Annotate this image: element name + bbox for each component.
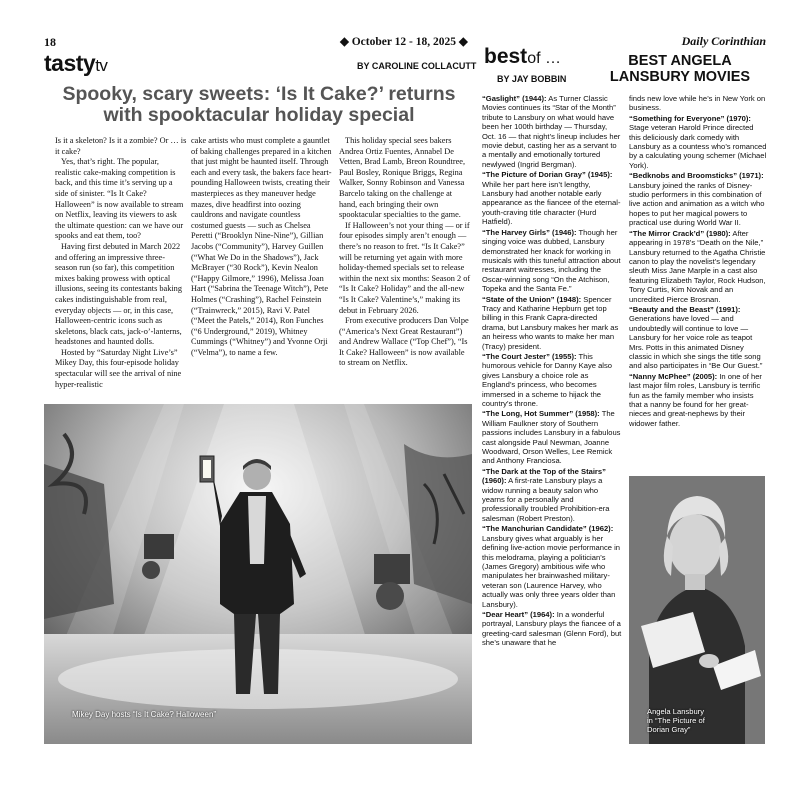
movie-entry <box>482 94 622 169</box>
halloween-host-photo <box>44 404 472 744</box>
movie-blurb: In one of her last major film roles, Lansbury is terrific fun as the family member who insists that a nanny be found for her great-nieces and great-nephews by their widower father. <box>629 371 762 428</box>
movie-blurb: Though her singing voice was dubbed, Lansbury demonstrated her knack for working in musicals with this tuneful attraction about restaurant waitresses, including the Oscar-winning song “On the Atchison, Topeka and the Santa Fe.” <box>482 227 621 294</box>
movie-title: “The Court Jester” (1955): <box>482 351 577 361</box>
movie-entry-continued: finds new love while he’s in New York on business. <box>629 94 766 113</box>
movie-title: “State of the Union” (1948): <box>482 294 582 304</box>
movie-entry <box>482 228 622 294</box>
movie-entry <box>482 409 622 465</box>
movie-title: “The Mirror Crack’d” (1980): <box>629 228 731 238</box>
photo-illustration <box>44 404 472 744</box>
movie-entry <box>629 229 767 304</box>
movie-entry <box>629 372 767 428</box>
sidebar-byline: BY JAY BOBBIN <box>497 74 567 84</box>
paragraph: Is it a skeleton? Is it a zombie? Or … is it cake? <box>55 136 187 156</box>
movie-entry <box>629 114 767 170</box>
movie-title: “The Long, Hot Summer” (1958): <box>482 409 600 419</box>
paragraph: This holiday special sees bakers Andrea Ortiz Fuentes, Annabel De Vetten, Brad Lamb, Breon Roundtree, Paul Bosley, Ronique Briggs, Regina Walker, Sonny Robinson and Vanessa Barcelo taking on the challenge at hand, each bringing their own spooktacular specialties to the game. <box>339 136 466 220</box>
movie-list-column-1 <box>482 94 622 649</box>
movie-title: “The Dark at the Top of the Stairs” (1960): <box>482 466 606 486</box>
paragraph: Having first debuted in March 2022 and offering an impressive three-season run (so far), this competition mixes baking prowess with optical illusions, seeing its contestants baking cakes indistinguishable from real, everyday objects — or, in this case, Halloween-centric icons such as skeletons, black cats, jack-o’-lanterns, headstones and haunted dolls. <box>55 241 182 347</box>
movie-blurb: In a wonderful portrayal, Lansbury plays the fiancee of a greeting-card salesman (Glenn Ford), but she’s unaware that he <box>482 609 622 648</box>
paragraph: From executive producers Dan Volpe (“America’s Next Great Restaurant”) and Andrew Wallace (“Top Chef”), “Is It Cake? Halloween” is now available to stream on Netflix. <box>339 316 469 368</box>
movie-title: “Bedknobs and Broomsticks” (1971): <box>629 171 764 181</box>
movie-blurb: A first-rate Lansbury plays a widow running a beauty salon who yearns for a personally and professionally troubled Prohibition-era salesman (Robert Preston). <box>482 476 610 523</box>
movie-title: “Something for Everyone” (1970): <box>629 113 751 123</box>
photo-caption: Mikey Day hosts “Is It Cake? Halloween” <box>72 710 217 719</box>
paragraph: Hosted by “Saturday Night Live’s” Mikey Day, this four-episode holiday spectacular will see the arrival of nine hyper-realistic <box>55 347 182 389</box>
movie-title: “The Harvey Girls” (1946): <box>482 227 577 237</box>
paragraph: cake artists who must complete a gauntlet of baking challenges prepared in a kitchen that just might be haunted itself. Through each and every task, the bakers face heart-pounding Halloween twists, creating their masterpieces as they maneuver hedge mazes, dive headfirst into oozing cauldrons and navigate countless costumed guests — such as Chelsea Peretti (“Brooklyn Nine-Nine”), Gillian Jacobs (“Community”), Harvey Guillen (“What We Do in the Shadows”), Jack McBrayer (“30 Rock”), Kevin Nealon (“Happy Gilmore,” 1996), Melissa Joan Hart (“Sabrina the Teenage Witch”), Pete Holmes (“Crashing”), Rachel Feinstein (“Trainwreck,” 2015), Ravi V. Patel (“Meet the Patels,” 2014), Ron Funches (“6 Underground,” 2019), Whitney Cummings (“Whitney”) and Yvonne Orji (“Velma”), to name a few. <box>191 136 332 357</box>
logo-light: tv <box>95 56 108 75</box>
sidebar-title: BEST ANGELA LANSBURY MOVIES <box>609 53 751 85</box>
movie-entry <box>482 610 622 648</box>
movie-blurb: While her part here isn’t lengthy, Lansbury had another notable early appearance as the fiancee of the eternal-youth-craving title character (Hurd Hatfield). <box>482 179 621 227</box>
paragraph: Yes, that’s right. The popular, realistic cake-making competition is back, and this time it’s serving up a side of sinister. “Is It Cake? Halloween” is now available to stream on Netflix, leaving its viewers to ask the ultimate question: can we have our spooks and eat them, too? <box>55 157 184 241</box>
movie-entry <box>629 305 767 371</box>
article-column-2 <box>191 136 333 358</box>
photo-illustration <box>629 476 765 744</box>
movie-entry <box>629 171 767 227</box>
bestof-logo <box>484 45 561 69</box>
article-column-1 <box>55 136 187 390</box>
movie-entry <box>482 295 622 351</box>
movie-blurb: As Turner Classic Movies continues its “Star of the Month” tribute to Lansbury on what would have been her 100th birthday — Thursday, Oct. 16 — that night’s lineup includes her movie debut, casting her as a servant to a mentally and emotionally tortured newlywed (Ingrid Bergman). <box>482 94 621 169</box>
logo-bold: best <box>484 45 528 68</box>
movie-entry <box>482 467 622 523</box>
newspaper-name: Daily Corinthian <box>681 34 766 48</box>
movie-entry <box>482 524 622 609</box>
movie-blurb: Lansbury gives what arguably is her defining live-action movie performance in this melodrama, playing a politician’s (James Gregory) ambitious wife who manipulates her brainwashed military-veteran son (Laurence Harvey, who actually was only three years older than Lansbury). <box>482 533 621 609</box>
movie-title: “Beauty and the Beast” (1991): <box>629 304 741 314</box>
article-headline: Spooky, scary sweets: ‘Is It Cake?’ returns with spooktacular holiday special <box>62 83 456 126</box>
movie-title: “Nanny McPhee” (2005): <box>629 371 718 381</box>
paragraph: If Halloween’s not your thing — or if four episodes simply aren’t enough — there’s no reason to fret. “Is It Cake?” will be returning yet again with more holiday-themed specials set to release within the next six months: Season 2 of “Is It Cake? Holiday” and the all-new “Is It Cake? Valentine’s,” making its debut in February 2026. <box>339 220 471 315</box>
movie-blurb: This humorous vehicle for Danny Kaye also gives Lansbury a choice role as England’s princess, who becomes immersed in a scheme to hijack the country’s throne. <box>482 351 613 408</box>
movie-blurb: Generations have loved — and undoubtedly will continue to love — Lansbury for her voice role as teapot Mrs. Potts in this animated Disney classic in which she sings the title song and also participates in “Be Our Guest.” <box>629 314 763 371</box>
logo-bold: tasty <box>44 50 96 76</box>
page-number: 18 <box>44 35 56 49</box>
lansbury-photo <box>629 476 765 744</box>
article-column-3 <box>339 136 472 369</box>
movie-blurb: Lansbury joined the ranks of Disney-studio performers in this combination of live action and animation as a witch who hopes to put her magical powers to practical use during World War II. <box>629 180 765 228</box>
movie-entry <box>482 170 622 226</box>
issue-date: ◆ October 12 - 18, 2025 ◆ <box>340 36 468 48</box>
movie-title: “The Manchurian Candidate” (1962): <box>482 524 614 534</box>
movie-blurb: Spencer Tracy and Katharine Hepburn get top billing in this Frank Capra-directed drama, but Lansbury makes her mark as an heiress who wants to make her man (Tracy) president. <box>482 294 619 351</box>
movie-title: “The Picture of Dorian Gray” (1945): <box>482 170 613 180</box>
movie-list-column-2 <box>629 94 767 429</box>
tastytv-logo <box>44 50 107 77</box>
caption-line: in “The Picture of <box>647 716 705 725</box>
movie-blurb: The William Faulkner story of Southern passions includes Lansbury in a fabulous cast alongside Paul Newman, Joanne Woodward, Orson Welles, Lee Remick and Anthony Franciosa. <box>482 409 621 466</box>
movie-title: “Dear Heart” (1964): <box>482 609 555 619</box>
photo-caption <box>647 707 705 734</box>
movie-blurb: After appearing in 1978’s “Death on the Nile,” Lansbury returned to the Agatha Christie canon to play the novelist’s legendary sleuth Miss Jane Marple in a cast also featuring Elizabeth Taylor, Rock Hudson, Tony Curtis, Kim Novak and an uncredited Pierce Brosnan. <box>629 228 766 304</box>
caption-line: Angela Lansbury <box>647 707 704 716</box>
movie-title: “Gaslight” (1944): <box>482 94 547 103</box>
article-byline: BY CAROLINE COLLACUTT <box>357 61 477 71</box>
movie-entry <box>482 352 622 408</box>
logo-light: of … <box>527 50 561 67</box>
movie-blurb: Stage veteran Harold Prince directed this deliciously dark comedy with Lansbury as a countess who’s romanced by a calculating young schemer (Michael York). <box>629 123 767 170</box>
caption-line: Dorian Gray” <box>647 725 691 734</box>
